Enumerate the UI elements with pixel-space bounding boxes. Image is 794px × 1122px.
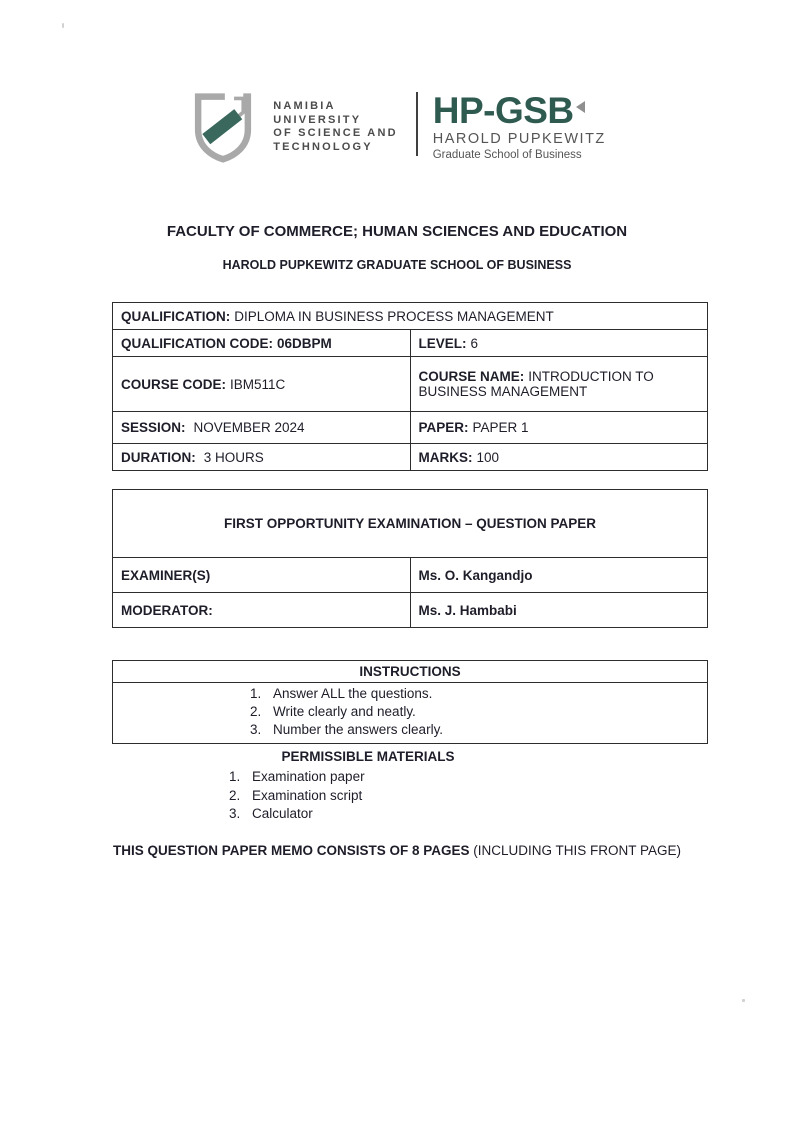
- examiner-label: EXAMINER(S): [113, 558, 411, 593]
- qualification-label: QUALIFICATION:: [121, 308, 231, 324]
- qualification-code-label: QUALIFICATION CODE:: [121, 335, 273, 351]
- logo-divider: [416, 92, 418, 156]
- marks-cell: [410, 444, 708, 471]
- course-name-value: INTRODUCTION TO BUSINESS MANAGEMENT: [418, 369, 654, 399]
- permissible-title: PERMISSIBLE MATERIALS: [281, 749, 455, 764]
- table-row: [113, 683, 708, 744]
- nust-wordmark-line: UNIVERSITY: [273, 113, 362, 126]
- level-value: 6: [470, 335, 479, 351]
- logo-group: [188, 88, 606, 166]
- paper-value: PAPER 1: [472, 420, 529, 435]
- level-cell: [410, 330, 708, 357]
- nust-wordmark-line: TECHNOLOGY: [273, 140, 373, 153]
- marks-value: 100: [476, 449, 500, 465]
- examiner-value: Ms. O. Kangandjo: [410, 558, 708, 593]
- instruction-item: 3. Number the answers clearly.: [265, 721, 707, 739]
- instructions-title: INSTRUCTIONS: [113, 661, 708, 683]
- hpgsb-arrow-icon: [576, 101, 585, 113]
- course-details-table: [112, 302, 708, 471]
- qualification-code-value: 06DBPM: [277, 335, 332, 351]
- hpgsb-name: HAROLD PUPKEWITZ: [432, 131, 606, 147]
- duration-value: 3 HOURS: [203, 449, 264, 465]
- qualification-value: DIPLOMA IN BUSINESS PROCESS MANAGEMENT: [234, 308, 554, 324]
- page-count-note-bold: THIS QUESTION PAPER MEMO CONSISTS OF 8 PAGES: [112, 843, 470, 858]
- hpgsb-logo: [432, 90, 606, 161]
- scan-artifact: [742, 999, 745, 1002]
- duration-label: DURATION:: [121, 449, 196, 465]
- course-code-label: COURSE CODE:: [121, 376, 227, 392]
- table-row: [113, 444, 708, 471]
- faculty-heading: FACULTY OF COMMERCE; HUMAN SCIENCES AND EDUCATION: [166, 223, 628, 240]
- school-heading: HAROLD PUPKEWITZ GRADUATE SCHOOL OF BUSINESS: [222, 258, 572, 272]
- nust-wordmark-line: NAMIBIA: [273, 100, 336, 112]
- table-row: [113, 661, 708, 683]
- permissible-materials-section: [112, 749, 624, 824]
- scan-artifact: [62, 23, 64, 28]
- exam-title-cell: FIRST OPPORTUNITY EXAMINATION – QUESTION PAPER: [113, 490, 708, 558]
- permissible-item: 2. Examination script: [244, 787, 624, 806]
- permissible-item: 3. Calculator: [244, 805, 624, 824]
- table-row: [113, 490, 708, 558]
- course-code-value: IBM511C: [230, 376, 286, 392]
- table-row: [113, 357, 708, 412]
- moderator-value: Ms. J. Hambabi: [410, 593, 708, 628]
- table-row: [113, 558, 708, 593]
- instructions-box: [112, 660, 708, 744]
- instruction-item: 1. Answer ALL the questions.: [265, 685, 707, 703]
- permissible-item: 1. Examination paper: [244, 768, 624, 787]
- course-name-cell: [410, 357, 708, 412]
- permissible-list: [112, 768, 624, 824]
- instructions-body: [113, 683, 708, 744]
- nust-shield-icon: [188, 88, 258, 166]
- instructions-list: [113, 685, 707, 739]
- hpgsb-acronym: HP-GSB: [432, 90, 574, 131]
- nust-wordmark-line: OF SCIENCE AND: [273, 127, 398, 139]
- hpgsb-subtitle: Graduate School of Business: [432, 149, 582, 161]
- session-cell: [113, 412, 411, 444]
- page-count-note-regular: (INCLUDING THIS FRONT PAGE): [473, 843, 682, 858]
- nust-wordmark: [273, 100, 398, 154]
- page-count-note: [0, 843, 794, 858]
- instruction-item: 2. Write clearly and neatly.: [265, 703, 707, 721]
- marks-label: MARKS:: [418, 449, 473, 465]
- qualification-code-cell: [113, 330, 411, 357]
- qualification-cell: [113, 303, 708, 330]
- paper-label: PAPER:: [418, 420, 469, 435]
- table-row: [113, 303, 708, 330]
- paper-cell: [410, 412, 708, 444]
- duration-cell: [113, 444, 411, 471]
- examination-table: [112, 489, 708, 628]
- table-row: [113, 330, 708, 357]
- moderator-label: MODERATOR:: [113, 593, 411, 628]
- table-row: [113, 412, 708, 444]
- session-label: SESSION:: [121, 420, 186, 435]
- session-value: NOVEMBER 2024: [193, 420, 305, 435]
- level-label: LEVEL:: [418, 335, 467, 351]
- logo-header: [0, 88, 794, 166]
- course-name-label: COURSE NAME:: [418, 369, 525, 384]
- table-row: [113, 593, 708, 628]
- course-code-cell: [113, 357, 411, 412]
